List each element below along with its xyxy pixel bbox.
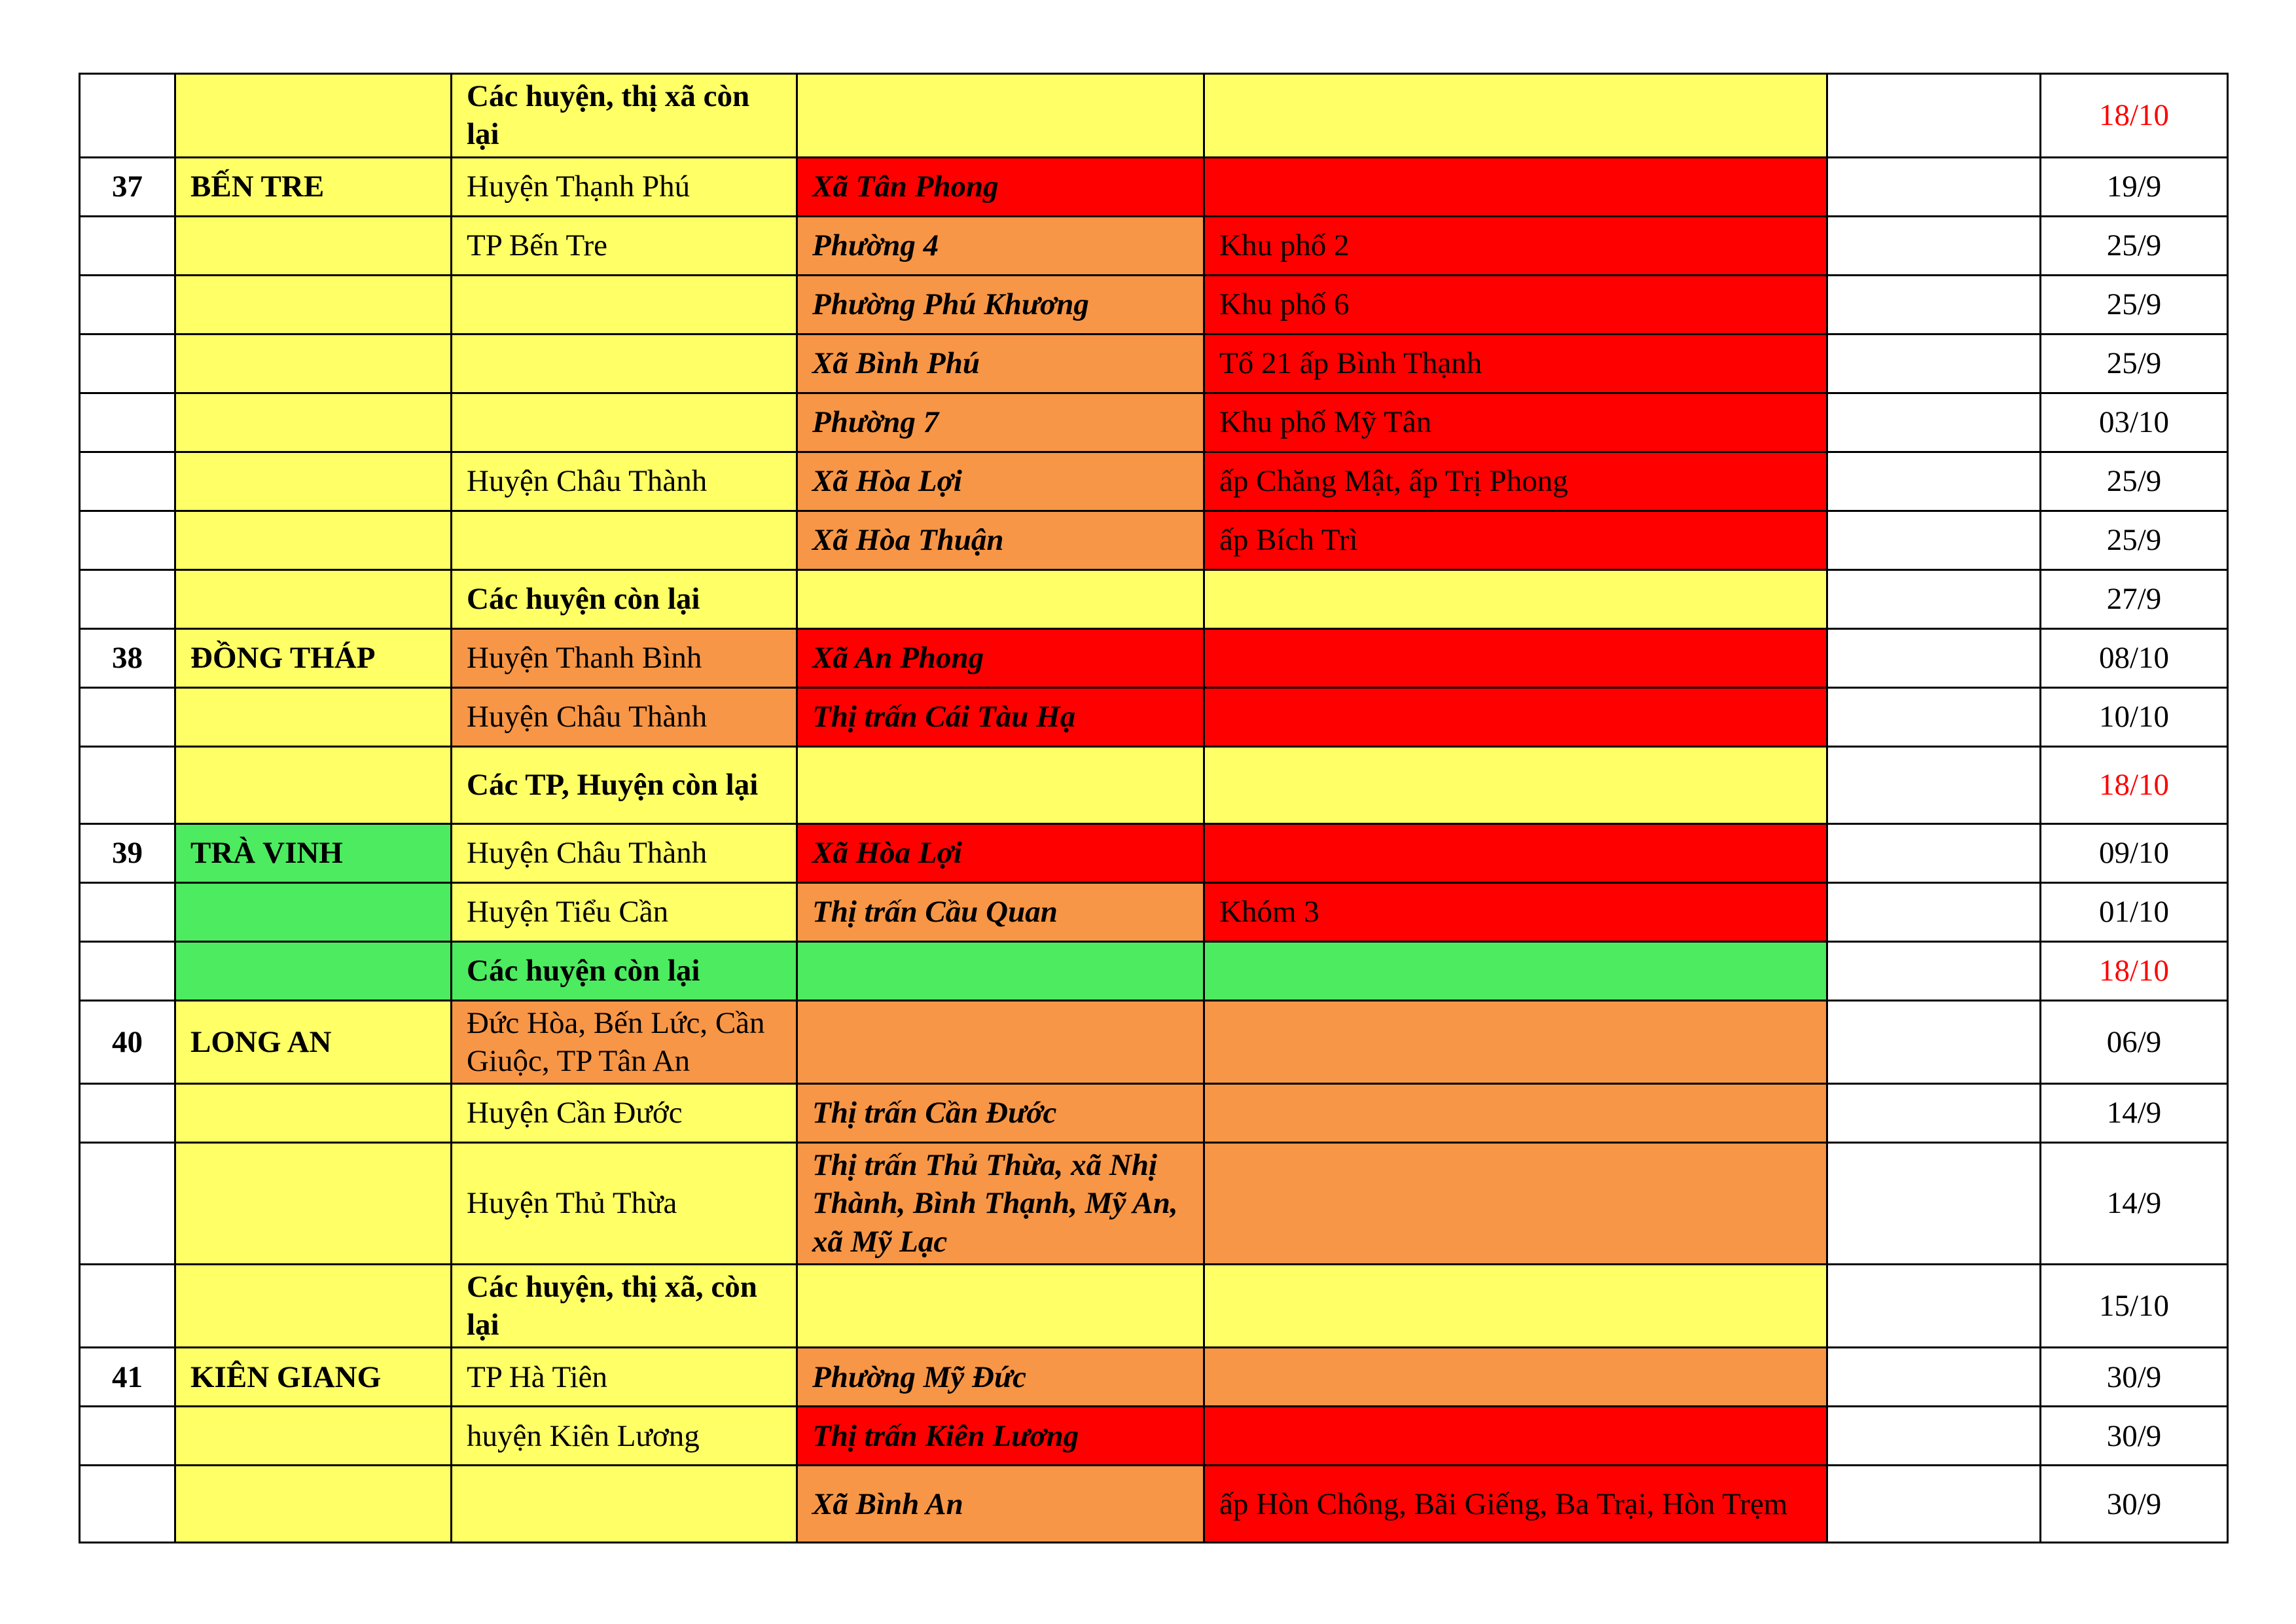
commune-cell: Thị trấn Thủ Thừa, xã Nhị Thành, Bình Thạnh, Mỹ An, xã Mỹ Lạc bbox=[797, 1143, 1204, 1265]
commune-cell: Thị trấn Kiên Lương bbox=[797, 1407, 1204, 1466]
blank-cell bbox=[1827, 393, 2041, 452]
table-row bbox=[80, 1084, 2228, 1143]
district-cell bbox=[452, 1466, 797, 1543]
commune-cell: Thị trấn Cần Đước bbox=[797, 1084, 1204, 1143]
row-number-cell bbox=[80, 334, 175, 393]
row-number-cell bbox=[80, 1084, 175, 1143]
date-cell: 01/10 bbox=[2041, 882, 2228, 941]
table-row bbox=[80, 511, 2228, 569]
row-number-cell: 38 bbox=[80, 628, 175, 687]
province-cell bbox=[175, 275, 452, 334]
district-cell: Huyện Thanh Bình bbox=[452, 628, 797, 687]
date-cell: 06/9 bbox=[2041, 1000, 2228, 1084]
table-row bbox=[80, 1466, 2228, 1543]
row-number-cell bbox=[80, 1264, 175, 1348]
district-cell: Các TP, Huyện còn lại bbox=[452, 746, 797, 823]
commune-cell bbox=[797, 569, 1204, 628]
row-number-cell: 37 bbox=[80, 157, 175, 216]
date-cell: 03/10 bbox=[2041, 393, 2228, 452]
blank-cell bbox=[1827, 74, 2041, 158]
commune-cell bbox=[797, 1000, 1204, 1084]
commune-cell: Xã An Phong bbox=[797, 628, 1204, 687]
table-row bbox=[80, 275, 2228, 334]
date-cell: 25/9 bbox=[2041, 216, 2228, 275]
table-row bbox=[80, 452, 2228, 511]
hamlet-cell bbox=[1204, 823, 1827, 882]
date-cell: 15/10 bbox=[2041, 1264, 2228, 1348]
province-cell bbox=[175, 687, 452, 746]
district-cell: Huyện Châu Thành bbox=[452, 687, 797, 746]
row-number-cell bbox=[80, 941, 175, 1000]
hamlet-cell bbox=[1204, 1264, 1827, 1348]
date-cell: 25/9 bbox=[2041, 452, 2228, 511]
row-number-cell bbox=[80, 74, 175, 158]
hamlet-cell bbox=[1204, 1407, 1827, 1466]
district-cell bbox=[452, 393, 797, 452]
table-row bbox=[80, 941, 2228, 1000]
date-cell: 18/10 bbox=[2041, 941, 2228, 1000]
province-cell bbox=[175, 746, 452, 823]
commune-cell: Xã Bình An bbox=[797, 1466, 1204, 1543]
commune-cell: Xã Hòa Lợi bbox=[797, 823, 1204, 882]
row-number-cell bbox=[80, 1466, 175, 1543]
date-cell: 30/9 bbox=[2041, 1466, 2228, 1543]
row-number-cell: 40 bbox=[80, 1000, 175, 1084]
district-cell: Đức Hòa, Bến Lức, Cần Giuộc, TP Tân An bbox=[452, 1000, 797, 1084]
table-row bbox=[80, 1000, 2228, 1084]
table-row bbox=[80, 334, 2228, 393]
row-number-cell bbox=[80, 746, 175, 823]
hamlet-cell: Khu phố 2 bbox=[1204, 216, 1827, 275]
hamlet-cell: ấp Bích Trì bbox=[1204, 511, 1827, 569]
hamlet-cell bbox=[1204, 1084, 1827, 1143]
date-cell: 08/10 bbox=[2041, 628, 2228, 687]
province-cell bbox=[175, 882, 452, 941]
commune-cell bbox=[797, 1264, 1204, 1348]
blank-cell bbox=[1827, 216, 2041, 275]
province-cell bbox=[175, 941, 452, 1000]
blank-cell bbox=[1827, 1143, 2041, 1265]
table-row bbox=[80, 393, 2228, 452]
date-cell: 14/9 bbox=[2041, 1084, 2228, 1143]
hamlet-cell: Khóm 3 bbox=[1204, 882, 1827, 941]
table-row bbox=[80, 1348, 2228, 1407]
commune-cell: Thị trấn Cái Tàu Hạ bbox=[797, 687, 1204, 746]
province-cell bbox=[175, 74, 452, 158]
province-cell: TRÀ VINH bbox=[175, 823, 452, 882]
date-cell: 25/9 bbox=[2041, 275, 2228, 334]
district-cell bbox=[452, 334, 797, 393]
province-cell bbox=[175, 334, 452, 393]
table-row bbox=[80, 1264, 2228, 1348]
district-cell: Các huyện, thị xã, còn lại bbox=[452, 1264, 797, 1348]
commune-cell: Phường 7 bbox=[797, 393, 1204, 452]
hamlet-cell bbox=[1204, 1000, 1827, 1084]
blank-cell bbox=[1827, 746, 2041, 823]
commune-cell bbox=[797, 941, 1204, 1000]
commune-cell: Xã Hòa Lợi bbox=[797, 452, 1204, 511]
date-cell: 25/9 bbox=[2041, 334, 2228, 393]
district-cell: Huyện Thủ Thừa bbox=[452, 1143, 797, 1265]
hamlet-cell: Khu phố Mỹ Tân bbox=[1204, 393, 1827, 452]
table-row bbox=[80, 1143, 2228, 1265]
table-row bbox=[80, 1407, 2228, 1466]
table-row bbox=[80, 882, 2228, 941]
table-row bbox=[80, 823, 2228, 882]
district-cell: Các huyện, thị xã còn lại bbox=[452, 74, 797, 158]
commune-cell: Thị trấn Cầu Quan bbox=[797, 882, 1204, 941]
date-cell: 30/9 bbox=[2041, 1348, 2228, 1407]
province-cell: LONG AN bbox=[175, 1000, 452, 1084]
district-cell: TP Hà Tiên bbox=[452, 1348, 797, 1407]
blank-cell bbox=[1827, 157, 2041, 216]
blank-cell bbox=[1827, 1466, 2041, 1543]
blank-cell bbox=[1827, 687, 2041, 746]
blank-cell bbox=[1827, 882, 2041, 941]
blank-cell bbox=[1827, 511, 2041, 569]
province-cell bbox=[175, 1264, 452, 1348]
table-row bbox=[80, 569, 2228, 628]
table-row bbox=[80, 157, 2228, 216]
hamlet-cell bbox=[1204, 628, 1827, 687]
blank-cell bbox=[1827, 275, 2041, 334]
province-cell bbox=[175, 393, 452, 452]
blank-cell bbox=[1827, 1084, 2041, 1143]
blank-cell bbox=[1827, 1348, 2041, 1407]
district-cell: TP Bến Tre bbox=[452, 216, 797, 275]
table-body bbox=[80, 74, 2228, 1543]
date-cell: 14/9 bbox=[2041, 1143, 2228, 1265]
province-cell: BẾN TRE bbox=[175, 157, 452, 216]
hamlet-cell bbox=[1204, 157, 1827, 216]
table-row bbox=[80, 687, 2228, 746]
district-cell: Huyện Châu Thành bbox=[452, 452, 797, 511]
province-cell: ĐỒNG THÁP bbox=[175, 628, 452, 687]
district-cell: Các huyện còn lại bbox=[452, 569, 797, 628]
hamlet-cell: ấp Chăng Mật, ấp Trị Phong bbox=[1204, 452, 1827, 511]
hamlet-cell: Tổ 21 ấp Bình Thạnh bbox=[1204, 334, 1827, 393]
district-cell: Huyện Thạnh Phú bbox=[452, 157, 797, 216]
district-cell: Huyện Châu Thành bbox=[452, 823, 797, 882]
row-number-cell bbox=[80, 216, 175, 275]
commune-cell: Xã Bình Phú bbox=[797, 334, 1204, 393]
commune-cell: Xã Hòa Thuận bbox=[797, 511, 1204, 569]
province-cell bbox=[175, 569, 452, 628]
hamlet-cell bbox=[1204, 941, 1827, 1000]
date-cell: 09/10 bbox=[2041, 823, 2228, 882]
table-row bbox=[80, 746, 2228, 823]
table-row bbox=[80, 74, 2228, 158]
province-cell bbox=[175, 1466, 452, 1543]
blank-cell bbox=[1827, 1264, 2041, 1348]
row-number-cell bbox=[80, 1143, 175, 1265]
hamlet-cell: Khu phố 6 bbox=[1204, 275, 1827, 334]
blank-cell bbox=[1827, 628, 2041, 687]
district-cell: Các huyện còn lại bbox=[452, 941, 797, 1000]
hamlet-cell bbox=[1204, 1348, 1827, 1407]
district-cell bbox=[452, 275, 797, 334]
date-cell: 18/10 bbox=[2041, 74, 2228, 158]
commune-cell: Xã Tân Phong bbox=[797, 157, 1204, 216]
row-number-cell bbox=[80, 393, 175, 452]
province-cell bbox=[175, 1084, 452, 1143]
date-cell: 18/10 bbox=[2041, 746, 2228, 823]
table-row bbox=[80, 628, 2228, 687]
row-number-cell bbox=[80, 275, 175, 334]
hamlet-cell bbox=[1204, 687, 1827, 746]
blank-cell bbox=[1827, 1407, 2041, 1466]
province-cell bbox=[175, 1407, 452, 1466]
district-cell: huyện Kiên Lương bbox=[452, 1407, 797, 1466]
commune-cell bbox=[797, 746, 1204, 823]
blank-cell bbox=[1827, 1000, 2041, 1084]
row-number-cell bbox=[80, 452, 175, 511]
blank-cell bbox=[1827, 569, 2041, 628]
blank-cell bbox=[1827, 452, 2041, 511]
date-cell: 19/9 bbox=[2041, 157, 2228, 216]
province-cell bbox=[175, 1143, 452, 1265]
row-number-cell bbox=[80, 882, 175, 941]
hamlet-cell bbox=[1204, 746, 1827, 823]
date-cell: 27/9 bbox=[2041, 569, 2228, 628]
blank-cell bbox=[1827, 823, 2041, 882]
row-number-cell: 39 bbox=[80, 823, 175, 882]
date-cell: 25/9 bbox=[2041, 511, 2228, 569]
commune-cell: Phường Mỹ Đức bbox=[797, 1348, 1204, 1407]
hamlet-cell bbox=[1204, 74, 1827, 158]
commune-cell: Phường 4 bbox=[797, 216, 1204, 275]
row-number-cell bbox=[80, 511, 175, 569]
province-cell bbox=[175, 216, 452, 275]
province-cell bbox=[175, 511, 452, 569]
blank-cell bbox=[1827, 334, 2041, 393]
district-cell: Huyện Tiểu Cần bbox=[452, 882, 797, 941]
table-row bbox=[80, 216, 2228, 275]
district-cell: Huyện Cần Đước bbox=[452, 1084, 797, 1143]
zone-status-table bbox=[79, 73, 2229, 1543]
hamlet-cell: ấp Hòn Chông, Bãi Giếng, Ba Trại, Hòn Trẹm bbox=[1204, 1466, 1827, 1543]
date-cell: 10/10 bbox=[2041, 687, 2228, 746]
document-page bbox=[79, 73, 2227, 1543]
commune-cell bbox=[797, 74, 1204, 158]
row-number-cell bbox=[80, 687, 175, 746]
date-cell: 30/9 bbox=[2041, 1407, 2228, 1466]
row-number-cell bbox=[80, 1407, 175, 1466]
commune-cell: Phường Phú Khương bbox=[797, 275, 1204, 334]
district-cell bbox=[452, 511, 797, 569]
blank-cell bbox=[1827, 941, 2041, 1000]
row-number-cell: 41 bbox=[80, 1348, 175, 1407]
province-cell: KIÊN GIANG bbox=[175, 1348, 452, 1407]
hamlet-cell bbox=[1204, 569, 1827, 628]
province-cell bbox=[175, 452, 452, 511]
hamlet-cell bbox=[1204, 1143, 1827, 1265]
row-number-cell bbox=[80, 569, 175, 628]
